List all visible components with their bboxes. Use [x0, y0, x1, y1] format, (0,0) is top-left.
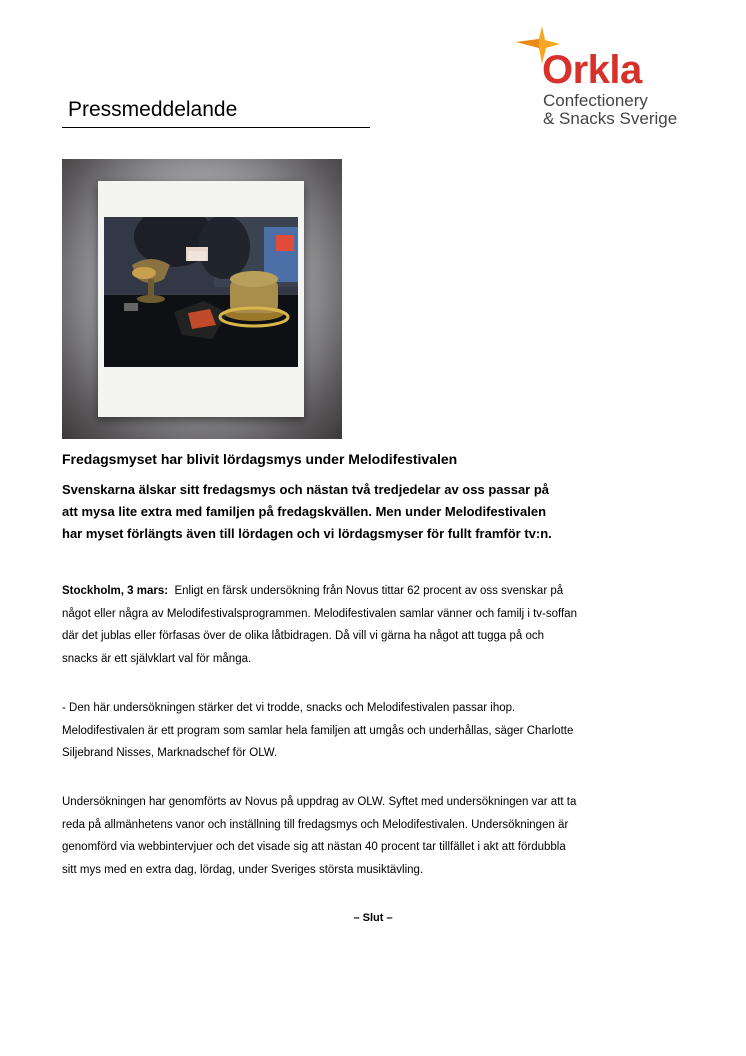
orkla-logo	[512, 24, 722, 134]
paragraph-3	[62, 791, 702, 881]
page-title: Pressmeddelande	[68, 98, 238, 121]
logo-subtitle-line2: & Snacks Sverige	[543, 109, 678, 128]
paragraph-text: Enligt en färsk undersökning från Novus tittar 62 procent av oss svenskar på	[174, 585, 564, 597]
paragraph-line: - Den här undersökningen stärker det vi trodde, snacks och Melodifestivalen passar ihop.	[62, 702, 516, 714]
lead-line: att mysa lite extra med familjen på fredagskvällen. Men under Melodifestivalen	[62, 504, 547, 519]
lead-line: har myset förlängts även till lördagen och vi lördagsmyser för fullt framför tv:n.	[62, 526, 552, 541]
paragraph-1	[62, 580, 702, 670]
snacks-scene	[104, 217, 298, 367]
press-photo	[62, 159, 342, 439]
paragraph-line: Siljebrand Nisses, Marknadschef för OLW.	[62, 747, 278, 759]
paragraph-line	[62, 580, 702, 603]
article-lead	[62, 479, 682, 545]
paragraph-line: snacks är ett självklart val för många.	[62, 652, 252, 665]
paragraph-2	[62, 697, 702, 765]
paragraph-line: där det jublas eller förfasas över de olika låtbidragen. Då vill vi gärna ha något att tugga på och	[62, 630, 545, 642]
paragraph-line: reda på allmänhetens vanor och inställning till fredagsmys och Melodifestivalen. Undersökningen är	[62, 818, 569, 831]
logo-subtitle	[543, 92, 677, 128]
logo-subtitle-line1: Confectionery	[543, 91, 648, 110]
dateline: Stockholm, 3 mars:	[62, 585, 169, 597]
lead-line: Svenskarna älskar sitt fredagsmys och nästan två tredjedelar av oss passar på	[62, 482, 550, 497]
paragraph-line: genomförd via webbintervjuer och det visade sig att nästan 40 procent tar tillfället i akt att fördubbla	[62, 841, 566, 853]
paragraph-line: något eller några av Melodifestivalsprogrammen. Melodifestivalen samlar vänner och familj i tv-soffan	[62, 607, 577, 620]
article-headline: Fredagsmyset har blivit lördagsmys under Melodifestivalen	[62, 451, 458, 467]
paragraph-line: Melodifestivalen är ett program som samlar hela familjen att umgås och underhållas, säger Charlotte	[62, 724, 574, 737]
header-divider	[62, 127, 370, 128]
paragraph-line: sitt mys med en extra dag, lördag, under Sveriges största musiktävling.	[62, 863, 424, 876]
logo-wordmark: Orkla	[542, 48, 642, 92]
end-marker: – Slut –	[353, 912, 393, 924]
polaroid-frame	[98, 181, 304, 417]
paragraph-line: Undersökningen har genomförts av Novus på uppdrag av OLW. Syftet med undersökningen var att ta	[62, 796, 577, 808]
